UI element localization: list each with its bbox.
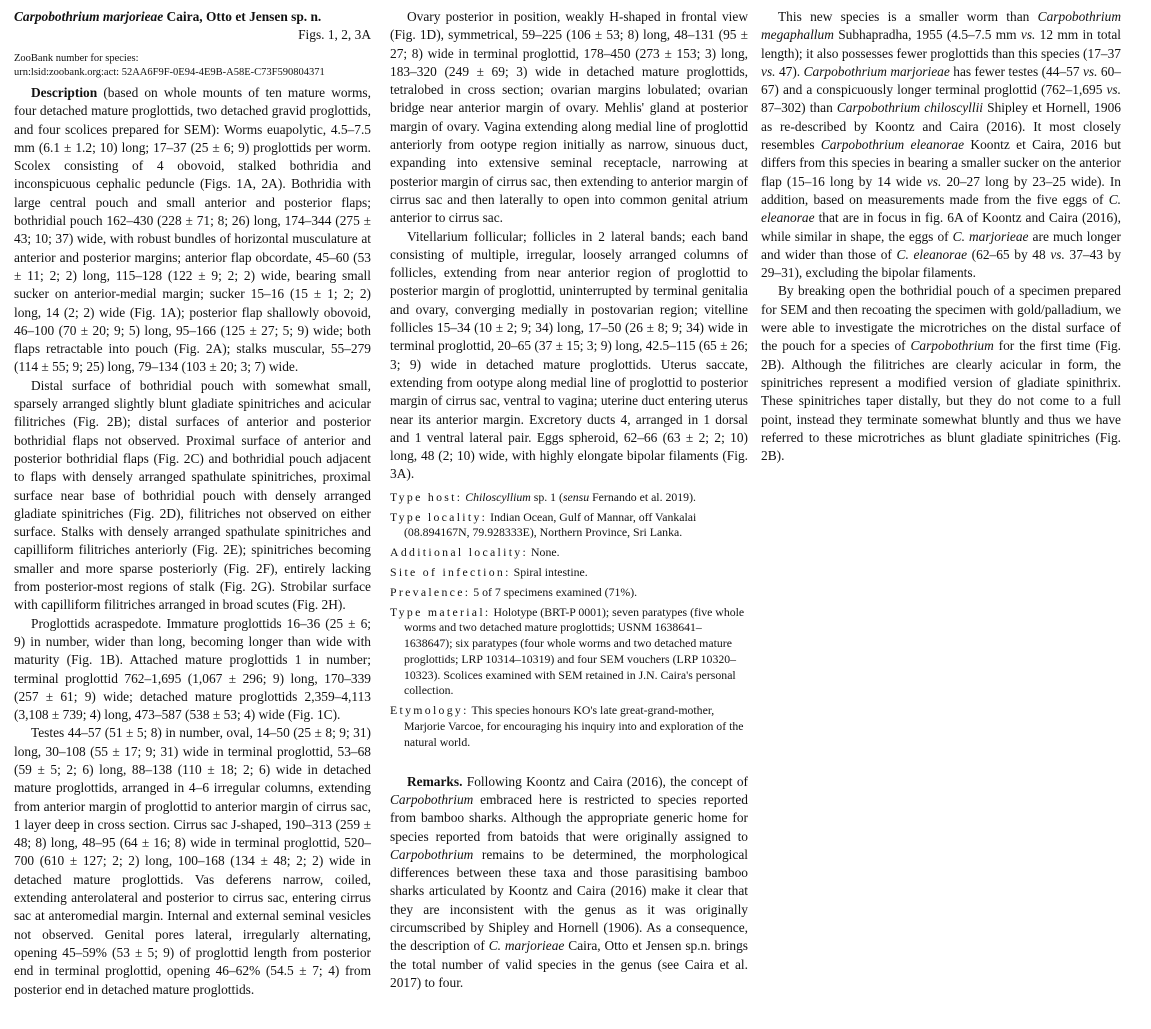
species-authors: Caira, Otto et Jensen sp. n. (166, 9, 322, 24)
additional-locality: Additional locality: None. (390, 545, 560, 560)
species-heading (14, 8, 371, 26)
description-paragraph-2: Distal surface of bothridial pouch with somewhat small, sparsely arranged slightly blunt gladiate spinitriches and acicular filitriches (Fig. 2B); distal surfaces of anterior and posterior bothridial flaps not observed. Proximal surface of anterior and posterior bothridial flaps (Fig. 2C) and bothridial pouch adjacent to flaps with densely arranged spathulate spinitriches, proximal surface near base of bothridial pouch with densely arranged gladiate spinitriches (Fig. 2D), filitriches not observed on either surface. Stalks with densely arranged spathulate spinitriches and capilliform filitriches anteriorly (Fig. 2E); spinitriches becoming smaller and more sparse posteriorly (Fig. 2F), entirely lacking from posterior-most regions of stalk (Fig. 2G). Strobilar surface with capilliform filitriches arranged in broad scutes (Fig. 2H). (14, 377, 371, 613)
type-host: Type host: Chiloscyllium sp. 1 (sensu Fernando et al. 2019). (390, 489, 696, 504)
type-metadata (390, 490, 748, 751)
type-material: Type material: Holotype (BRT-P 0001); seven paratypes (five whole worms and two detached mature proglottids; USNM 1638641–1638647); six paratypes (four whole worms and two detached mature proglottids; LRP 10314–10319) and four SEM vouchers (LRP 10320–10323). Scolices examined with SEM retained in J.N. Caira's personal collection. (390, 604, 745, 698)
etymology: Etymology: This species honours KO's late great-grand-mother, Marjorie Varcoe, for encouraging his inquiry into and exploration of the natural world. (390, 703, 744, 749)
type-locality: Type locality: Indian Ocean, Gulf of Mannar, off Vankalai (08.894167N, 79.928333E), Northern Province, Sri Lanka. (390, 509, 697, 540)
column-2 (390, 8, 748, 992)
description-paragraph-1: Description (based on whole mounts of ten mature worms, four detached mature proglottids, two detached gravid proglottids, and four scolices prepared for SEM): Worms euapolytic, 4.5–7.5 mm (6.1 ± 1.2; 10) long; 17–37 (25 ± 6; 9) proglottids per worm. Scolex consisting of 4 obovoid, stalked bothridia and inconspicuous cephalic peduncle (Figs. 1A, 2A). Bothridia with large central pouch and small anterior and posterior flaps; bothridial pouch 162–430 (228 ± 71; 8; 26) long, 174–344 (275 ± 43; 10; 37) wide, with robust bundles of horizontal musculature at anterior and posterior margins; anterior flap obcordate, 45–60 (53 ± 11; 2; 2) long, 115–128 (122 ± 9; 2; 2) wide, bearing small sucker on anterior-medial margin; sucker 15–16 (15 ± 1; 2; 2) long, 14 (2; 2) wide (Fig. 1A); posterior flap shallowly obovoid, 46–100 (70 ± 20; 9; 5) long, 95–166 (125 ± 27; 5; 9) wide; both flaps retractable into pouch (Fig. 2A); stalks muscular, 55–279 (114 ± 55; 9; 25) long, 79–134 (103 ± 20; 3; 7) wide. (14, 85, 371, 375)
zoobank-link[interactable]: urn:lsid:zoobank.org:act: 52AA6F9F-0E94-4E9B-A58E-C73F590804371 (14, 67, 325, 78)
prevalence: Prevalence: 5 of 7 specimens examined (71%). (390, 584, 638, 599)
description-heading: Description (31, 85, 98, 100)
site-of-infection: Site of infection: Spiral intestine. (390, 564, 588, 579)
column-1 (14, 8, 371, 999)
species-name: Carpobothrium marjorieae (14, 9, 164, 24)
description-paragraph-4: Testes 44–57 (51 ± 5; 8) in number, oval, 14–50 (25 ± 8; 9; 31) long, 30–108 (55 ± 17; 9; 31) wide in terminal proglottid, 53–68 (59 ± 5; 2; 6) long, 88–138 (110 ± 18; 2; 6) wide in detached mature proglottids, arranged in 4–6 irregular columns, extending from anterior margin of proglottid to anterior margin of cirrus sac, 1 layer deep in cross section. Cirrus sac J-shaped, 190–313 (259 ± 48; 8) long, 48–95 (64 ± 16; 8) wide in terminal proglottid, 520–700 (610 ± 127; 2; 2) long, 100–168 (134 ± 48; 2; 2) wide in detached mature proglottids. Vas deferens narrow, coiled, extending anterolateral and posterior to cirrus sac, entering cirrus sac at anteromedial margin. Internal and external seminal vesicles not observed. Genital pores lateral, irregularly alternating, opening 45–59% (53 ± 5; 9) of proglottid length from posterior end in terminal proglottid, opening 46–62% (54.5 ± 7; 4) from posterior end in detached mature proglottids. (14, 725, 371, 997)
remarks-paragraph-1: Remarks. Following Koontz and Caira (2016), the concept of Carpobothrium embraced here is restricted to species reported from bamboo sharks. Although the appropriate generic home for species reported from batoids that were originally assigned to Carpobothrium remains to be determined, the morphological differences between these taxa and those parasitising bamboo sharks articulated by Koontz and Caira (2016) make it clear that they are inconsistent with the genus as it was originally circumscribed by Shipley and Hornell (1906). As a consequence, the description of C. marjorieae Caira, Otto et Jensen sp.n. brings the total number of valid species in the genus (see Caira et al. 2017) to four. (390, 773, 749, 990)
remarks-heading: Remarks. (407, 773, 463, 789)
description-paragraph-5: Ovary posterior in position, weakly H-shaped in frontal view (Fig. 1D), symmetrical, 59–225 (106 ± 53; 8) long, 48–131 (95 ± 27; 8) wide in terminal proglottid, 178–450 (273 ± 153; 3) long, 183–320 (249 ± 69; 3) wide in detached mature proglottids, tetralobed in cross section; ovarian margins lobulated; ovarian bridge near anterior margin of ovary. Mehlis' gland at posterior margin of ovary. Vagina extending along medial line of proglottid anteriorly from ootype region initially as narrow, sinuous duct, expanding into extensive seminal receptacle, narrowing at posterior margin of cirrus sac, then extending to anterior margin of cirrus sac and then laterally to open into common genital atrium anterior to cirrus sac. (390, 9, 748, 226)
remarks-paragraph-3: By breaking open the bothridial pouch of a specimen prepared for SEM and then recoating the specimen with gold/palladium, we were able to investigate the microtriches on the distal surface of the pouch for a species of Carpobothrium for the first time (Fig. 2B). Although the filitriches are clearly acicular in form, the spinitriches represent a modified version of gladiate spinithrix. These spinitriches taper distally, but they do not come to a full point, instead they terminate somewhat bluntly and thus we have referred to these microtriches as blunt gladiate spinitriches (Fig. 2B). (761, 283, 1121, 464)
column-3 (761, 8, 1121, 465)
remarks-paragraph-2: This new species is a smaller worm than Carpobothrium megaphallum Subhapradha, 1955 (4.5–7.5 mm vs. 12 mm in total length); it also possesses fewer proglottids than this species (17–37 vs. 47). Carpobothrium marjorieae has fewer testes (44–57 vs. 60–67) and a conspicuously longer terminal proglottid (762–1,695 vs. 87–302) than Carpobothrium chiloscyllii Shipley et Hornell, 1906 as re-described by Koontz and Caira (2016). It most closely resembles Carpobothrium eleanorae Koontz et Caira, 2016 but differs from this species in bearing a smaller sucker on the anterior flap (15–16 long by 14 wide vs. 20–27 long by 23–25 wide). In addition, based on measurements made from the five eggs of C. eleanorae that are in focus in fig. 6A of Koontz and Caira (2016), while similar in shape, the eggs of C. marjorieae are much longer and wider than those of C. eleanorae (62–65 by 48 vs. 37–43 by 29–31), excluding the bipolar filaments. (761, 9, 1122, 281)
zoobank-label: ZooBank number for species: (14, 53, 139, 64)
figure-reference: Figs. 1, 2, 3A (298, 27, 371, 42)
description-paragraph-3: Proglottids acraspedote. Immature proglottids 16–36 (25 ± 6; 9) in number, wider than long, becoming longer than wide with maturity (Fig. 1B). Attached mature proglottids 1 in number; terminal proglottid 762–1,695 (1,067 ± 296; 9) long, 170–339 (257 ± 61; 9) wide; detached mature proglottids 2,359–4,113 (3,108 ± 739; 4) long, 473–587 (538 ± 53; 4) wide (Fig. 1C). (14, 615, 371, 723)
description-paragraph-6: Vitellarium follicular; follicles in 2 lateral bands; each band consisting of multiple, irregular, loosely arranged columns of follicles, extending from near anterior region of proglottid to posterior margin of proglottid, uninterrupted by terminal genitalia and ovary, converging medially in postovarian region; vitelline follicles 15–34 (10 ± 2; 9; 34) long, 17–50 (26 ± 8; 9; 34) wide in terminal proglottid, 20–65 (37 ± 15; 3; 9) long, 42.5–115 (65 ± 26; 3; 9) wide in detached mature proglottids. Uterus saccate, extending from ootype along medial line of proglottid to posterior margin of cirrus sac, ventral to vagina; uterine duct entering uterus near its anterior margin. Excretory ducts 4, arranged in 1 dorsal and 1 ventral lateral pair. Eggs spheroid, 62–66 (63 ± 2; 2; 10) long, 48 (2; 10) wide, with highly elongate bipolar filaments (Fig. 3A). (390, 228, 748, 482)
